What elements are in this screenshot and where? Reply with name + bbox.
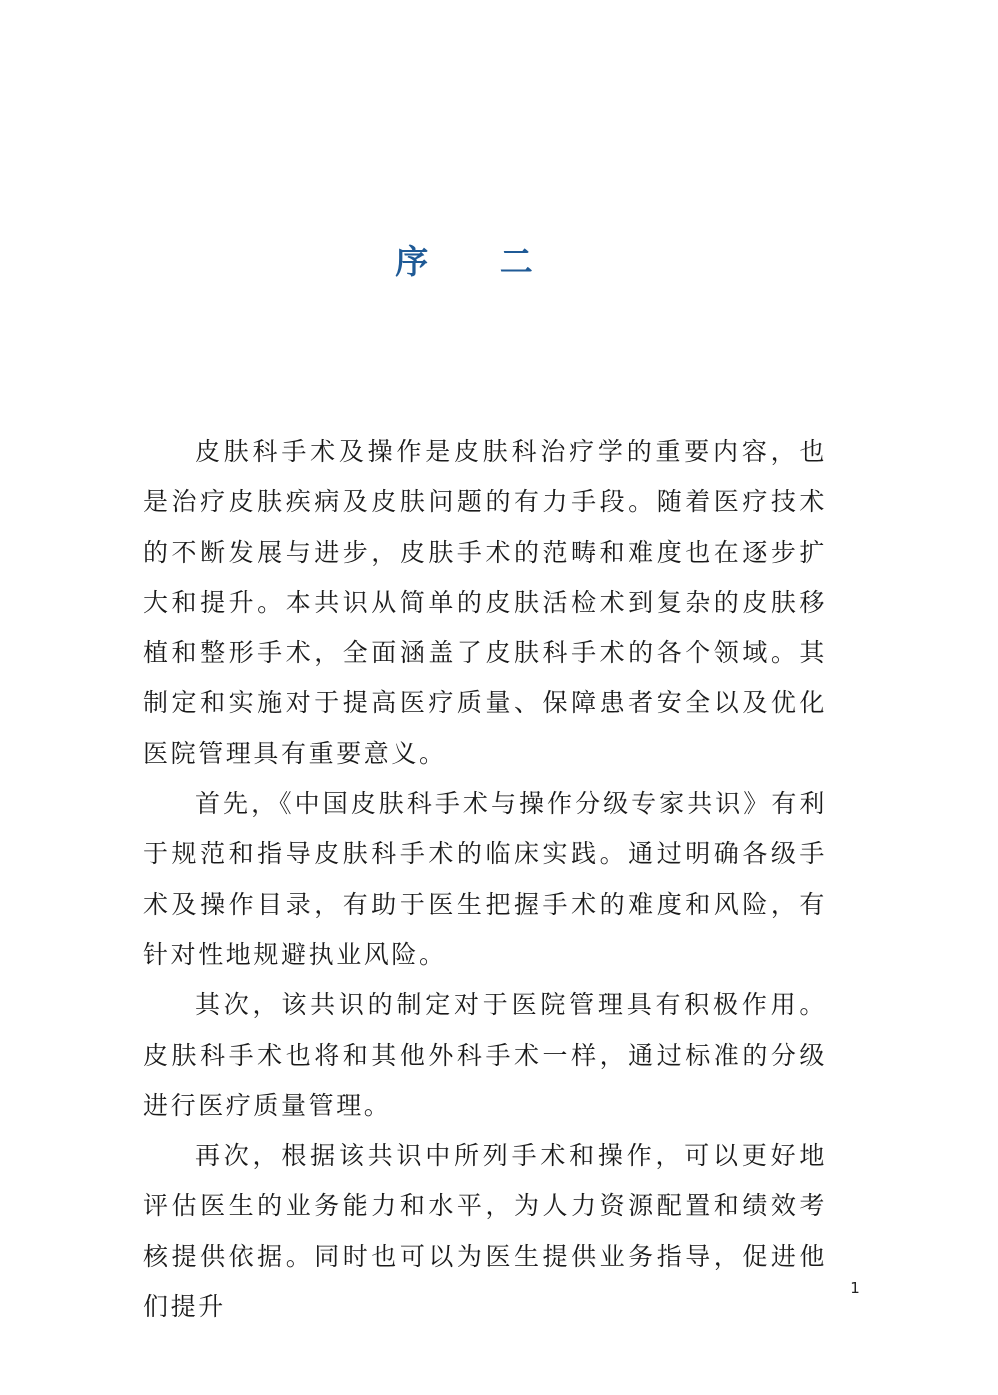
page-number: 1 [850,1279,860,1297]
paragraph-3: 其次，该共识的制定对于医院管理具有积极作用。皮肤科手术也将和其他外科手术一样，通过标准的分级进行医疗质量管理。 [143,990,827,1120]
page-title: 序 二 [395,242,563,281]
paragraph-1: 皮肤科手术及操作是皮肤科治疗学的重要内容，也是治疗皮肤疾病及皮肤问题的有力手段。随着医疗技术的不断发展与进步，皮肤手术的范畴和难度也在逐步扩大和提升。本共识从简单的皮肤活检术到复杂的皮肤移植和整形手术，全面涵盖了皮肤科手术的各个领域。其制定和实施对于提高医疗质量、保障患者安全以及优化医院管理具有重要意义。 [143,437,827,768]
body-text [143,427,827,1332]
paragraph-2: 首先，《中国皮肤科手术与操作分级专家共识》有利于规范和指导皮肤科手术的临床实践。通过明确各级手术及操作目录，有助于医生把握手术的难度和风险，有针对性地规避执业风险。 [143,789,827,969]
paragraph-4: 再次，根据该共识中所列手术和操作，可以更好地评估医生的业务能力和水平，为人力资源配置和绩效考核提供依据。同时也可以为医生提供业务指导，促进他们提升 [143,1141,827,1322]
